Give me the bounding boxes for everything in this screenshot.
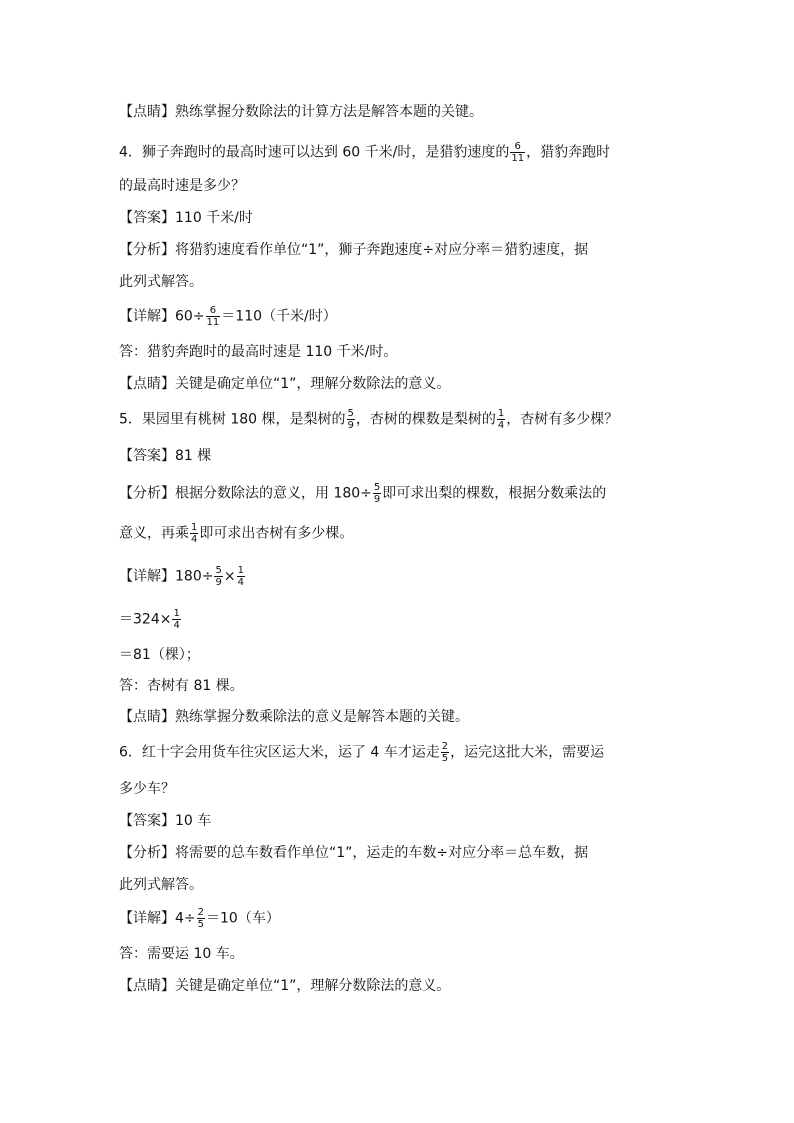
analysis-4-line1: 【分析】将猎豹速度看作单位“1”，狮子奔跑速度÷对应分率＝猎豹速度，据 <box>119 242 589 258</box>
fraction-1-4: $\frac{1}{4}$ <box>497 408 505 431</box>
point-note-5: 【点睛】熟练掌握分数乘除法的意义是解答本题的关键。 <box>119 709 469 725</box>
point-note-3: 【点睛】熟练掌握分数除法的计算方法是解答本题的关键。 <box>119 104 483 120</box>
fraction-2-5: $\frac{2}{5}$ <box>441 741 449 764</box>
question-6-line2: 多少车？ <box>119 781 175 797</box>
fraction-5-9: $\frac{5}{9}$ <box>373 482 381 505</box>
fraction-5-9: $\frac{5}{9}$ <box>347 408 354 431</box>
reply-4: 答：猎豹奔跑时的最高时速是 110 千米/时。 <box>119 344 398 360</box>
solution-4: 【详解】60÷ $\frac{6}{11}$ ＝110（千米/时） <box>119 305 337 328</box>
question-6-line1: 6．红十字会用货车往灾区运大米，运了 4 车才运走 $\frac{2}{5}$ ，运完这批大米，需要运 <box>119 741 605 764</box>
question-4-line1: 4．狮子奔跑时的最高时速可以达到 60 千米/时，是猎豹速度的 $\frac{6}{11}$ ，猎豹奔跑时 <box>119 141 611 164</box>
analysis-6-line2: 此列式解答。 <box>119 877 203 893</box>
point-note-4: 【点睛】关键是确定单位“1”，理解分数除法的意义。 <box>119 376 451 392</box>
question-5: 5．果园里有桃树 180 棵，是梨树的 $\frac{5}{9}$ ，杏树的棵数是梨树的 $\frac{1}{4}$ ，杏树有多少棵？ <box>119 408 619 431</box>
answer-6: 【答案】10 车 <box>119 813 212 829</box>
analysis-4-line2: 此列式解答。 <box>119 274 203 290</box>
solution-5-step1: 【详解】180÷ $\frac{5}{9}$ × $\frac{1}{4}$ <box>119 565 244 588</box>
question-4-line2: 的最高时速是多少？ <box>119 178 245 194</box>
fraction-2-5: $\frac{2}{5}$ <box>197 907 205 930</box>
fraction-1-4: $\frac{1}{4}$ <box>173 608 180 631</box>
solution-5-step3: ＝81（棵）； <box>119 647 200 663</box>
analysis-5-line1: 【分析】根据分数除法的意义，用 180÷ $\frac{5}{9}$ 即可求出梨的棵数，根据分数乘法的 <box>119 482 607 505</box>
point-note-6: 【点睛】关键是确定单位“1”，理解分数除法的意义。 <box>119 978 451 994</box>
fraction-6-11: $\frac{6}{11}$ <box>511 141 525 164</box>
fraction-5-9: $\frac{5}{9}$ <box>215 565 222 588</box>
analysis-6-line1: 【分析】将需要的总车数看作单位“1”，运走的车数÷对应分率＝总车数，据 <box>119 845 589 861</box>
analysis-5-line2: 意义，再乘 $\frac{1}{4}$ 即可求出杏树有多少棵。 <box>119 522 354 545</box>
answer-4: 【答案】110 千米/时 <box>119 210 253 226</box>
reply-6: 答：需要运 10 车。 <box>119 946 244 962</box>
fraction-1-4: $\frac{1}{4}$ <box>191 522 198 545</box>
fraction-6-11: $\frac{6}{11}$ <box>206 305 220 328</box>
solution-6: 【详解】4÷ $\frac{2}{5}$ ＝10（车） <box>119 907 280 930</box>
answer-5: 【答案】81 棵 <box>119 448 212 464</box>
fraction-1-4: $\frac{1}{4}$ <box>237 565 244 588</box>
reply-5: 答：杏树有 81 棵。 <box>119 678 244 694</box>
solution-5-step2: ＝324× $\frac{1}{4}$ <box>119 608 180 631</box>
